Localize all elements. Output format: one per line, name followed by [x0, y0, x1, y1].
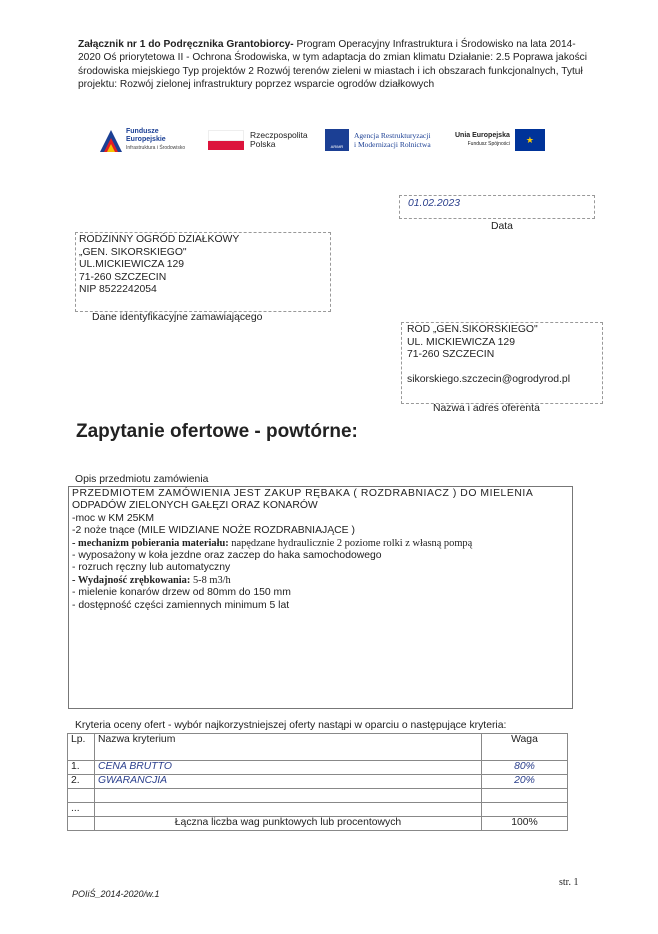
header-title: Załącznik nr 1 do Podręcznika Grantobiorcy- — [78, 39, 294, 50]
fe-line2: Europejskie — [126, 136, 166, 143]
rp-line1: Rzeczpospolita — [250, 130, 308, 140]
ue-line2: Fundusz Spójności — [467, 141, 510, 147]
date-label: Data — [491, 221, 513, 232]
total-label: Łączna liczba wag punktowych lub procentowych — [95, 817, 482, 831]
page-title: Zapytanie ofertowe - powtórne: — [76, 421, 358, 442]
bidder-box — [401, 322, 603, 404]
date-field — [399, 195, 595, 219]
fe-line1: Fundusze — [126, 128, 159, 135]
logos-bar — [100, 124, 570, 156]
description-box — [68, 486, 573, 709]
table-header-row — [68, 734, 568, 761]
description-line: - wyposażony w koła jezdne oraz zaczep do haka samochodowego — [72, 550, 382, 562]
unia-europejska-logo — [455, 124, 570, 156]
criterion-name: CENA BRUTTO — [95, 761, 482, 775]
client-label: Dane identyfikacyjne zamawiającego — [92, 312, 263, 323]
bidder-email: sikorskiego.szczecin@ogrodyrod.pl — [407, 373, 571, 385]
polish-flag-icon — [208, 130, 244, 150]
table-row — [68, 789, 568, 803]
client-line: RODZINNY OGRÓD DZIAŁKOWY — [79, 234, 240, 245]
footer-code: POIiŚ_2014-2020/w.1 — [72, 889, 160, 899]
col-name: Nazwa kryterium — [95, 734, 482, 761]
fundusze-europejskie-logo — [100, 124, 195, 156]
table-row: 2. GWARANCJIA 20% — [68, 775, 568, 789]
description-label: Opis przedmiotu zamówienia — [75, 474, 209, 485]
rp-line2: Polska — [250, 139, 276, 149]
client-line: NIP 8522242054 — [79, 284, 157, 296]
description-line: - mechanizm pobierania materiału: napędzane hydraulicznie 2 poziome rolki z własną pompą — [72, 537, 473, 549]
date-value: 01.02.2023 — [408, 198, 461, 209]
arimr-logo — [325, 124, 455, 156]
eu-flag-icon: ★ — [515, 129, 545, 151]
criteria-label: Kryteria oceny ofert - wybór najkorzystniejszej oferty nastąpi w oparciu o następujące kryteria: — [75, 720, 507, 731]
description-line: -2 noże tnące (MILE WIDZIANE NOŻE ROZDRABNIAJĄCE ) — [72, 525, 355, 537]
arimr-emblem-icon: ARiMR — [325, 129, 349, 151]
header-text — [78, 38, 598, 92]
description-line: - rozruch ręczny lub automatyczny — [72, 562, 231, 574]
client-line: 71-260 SZCZECIN — [79, 271, 167, 283]
total-row — [68, 817, 568, 831]
fe-line3: Infrastruktura i Środowisko — [126, 145, 186, 151]
bidder-line: UL. MICKIEWICZA 129 — [407, 336, 515, 348]
page-number: str. 1 — [559, 877, 579, 888]
criteria-table — [67, 733, 568, 831]
client-box — [75, 232, 331, 312]
description-line: - mielenie konarów drzew od 80mm do 150 mm — [72, 587, 291, 599]
table-row: 1. CENA BRUTTO 80% — [68, 761, 568, 775]
rzeczpospolita-logo — [208, 124, 318, 156]
col-weight: Waga — [482, 734, 568, 761]
description-line: ODPADÓW ZIELONYCH GAŁĘZI ORAZ KONARÓW — [72, 500, 318, 512]
ue-line1: Unia Europejska — [455, 132, 510, 139]
table-row: ... — [68, 803, 568, 817]
description-line: - dostępność części zamiennych minimum 5 lat — [72, 599, 290, 611]
client-line: UL.MICKIEWICZA 129 — [79, 259, 185, 271]
fe-emblem-icon — [100, 128, 122, 152]
col-lp: Lp. — [68, 734, 95, 761]
client-line: „GEN. SIKORSKIEGO" — [79, 246, 187, 258]
bidder-label: Nazwa i adres oferenta — [433, 403, 540, 414]
description-line: -moc w KM 25KM — [72, 512, 154, 524]
description-line: - Wydajność zrębkowania: 5-8 m3/h — [72, 574, 231, 586]
total-value: 100% — [482, 817, 568, 831]
bidder-line: 71-260 SZCZECIN — [407, 349, 495, 361]
arimr-line1: Agencja Restrukturyzacji — [354, 131, 431, 140]
bidder-line: ROD „GEN.SIKORSKIEGO" — [407, 324, 538, 335]
description-line: PRZEDMIOTEM ZAMÓWIENIA JEST ZAKUP RĘBAKA ( ROZDRABNIACZ ) DO MIELENIA — [72, 488, 534, 499]
criterion-weight: 20% — [482, 775, 568, 789]
arimr-line2: i Modernizacji Rolnictwa — [354, 140, 431, 149]
header-body: Program Operacyjny Infrastruktura i Środowisko na lata 2014-2020 Oś priorytetowa II - Ochrona Środowiska, w tym adaptacja do zmian klimatu Działanie: 2.5 Poprawa jakości środowiska miejskiego Typ projektów 2 Rozwój terenów zieleni w miastach i ich obszarach funkcjonalnych, Tytuł projektu: Rozwój zielonej infrastruktury poprzez wsparcie ogrodów działkowych — [78, 39, 588, 91]
criterion-weight: 80% — [482, 761, 568, 775]
criterion-name: GWARANCJIA — [95, 775, 482, 789]
